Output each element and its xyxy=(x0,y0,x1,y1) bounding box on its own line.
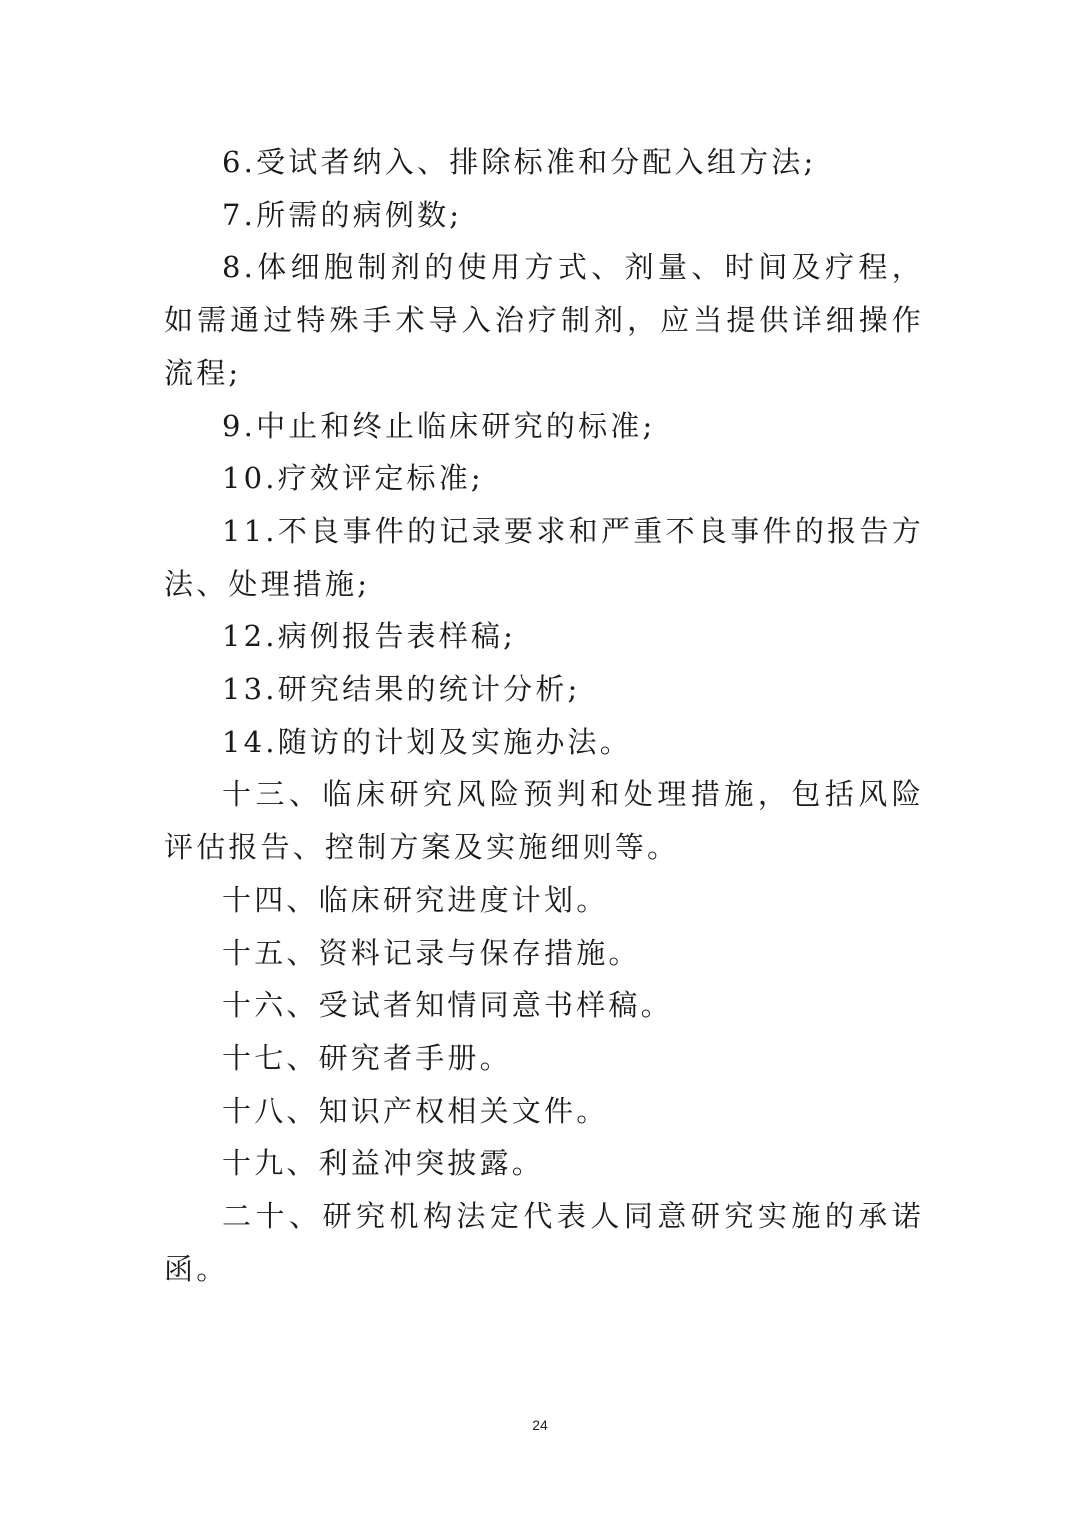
section-heading-19: 十九、利益冲突披露。 xyxy=(222,1146,545,1181)
paragraph-item-8: 8.体细胞制剂的使用方式、剂量、时间及疗程，如需通过特殊手术导入治疗制剂，应当提供详细操作流程; xyxy=(164,250,924,390)
paragraph-item-14: 14.随访的计划及实施办法。 xyxy=(222,724,632,759)
paragraph-item-11: 11.不良事件的记录要求和严重不良事件的报告方法、处理措施; xyxy=(164,513,924,601)
paragraph-item-13: 13.研究结果的统计分析; xyxy=(222,672,581,707)
section-heading-20: 二十、研究机构法定代表人同意研究实施的承诺函。 xyxy=(164,1199,924,1286)
page-number: 24 xyxy=(532,1417,548,1433)
paragraph-item-7: 7.所需的病例数; xyxy=(222,197,463,232)
section-heading-15: 十五、资料记录与保存措施。 xyxy=(222,935,641,970)
paragraph-item-12: 12.病例报告表样稿; xyxy=(222,619,517,654)
section-heading-14: 十四、临床研究进度计划。 xyxy=(222,882,609,917)
section-heading-16: 十六、受试者知情同意书样稿。 xyxy=(222,988,673,1023)
paragraph-item-9: 9.中止和终止临床研究的标准; xyxy=(222,408,656,443)
section-heading-17: 十七、研究者手册。 xyxy=(222,1040,512,1075)
document-body xyxy=(164,136,924,1295)
section-heading-18: 十八、知识产权相关文件。 xyxy=(222,1093,609,1128)
paragraph-item-10: 10.疗效评定标准; xyxy=(222,461,484,496)
paragraph-item-6: 6.受试者纳入、排除标准和分配入组方法; xyxy=(222,145,817,179)
section-heading-13: 十三、临床研究风险预判和处理措施，包括风险评估报告、控制方案及实施细则等。 xyxy=(164,777,924,865)
